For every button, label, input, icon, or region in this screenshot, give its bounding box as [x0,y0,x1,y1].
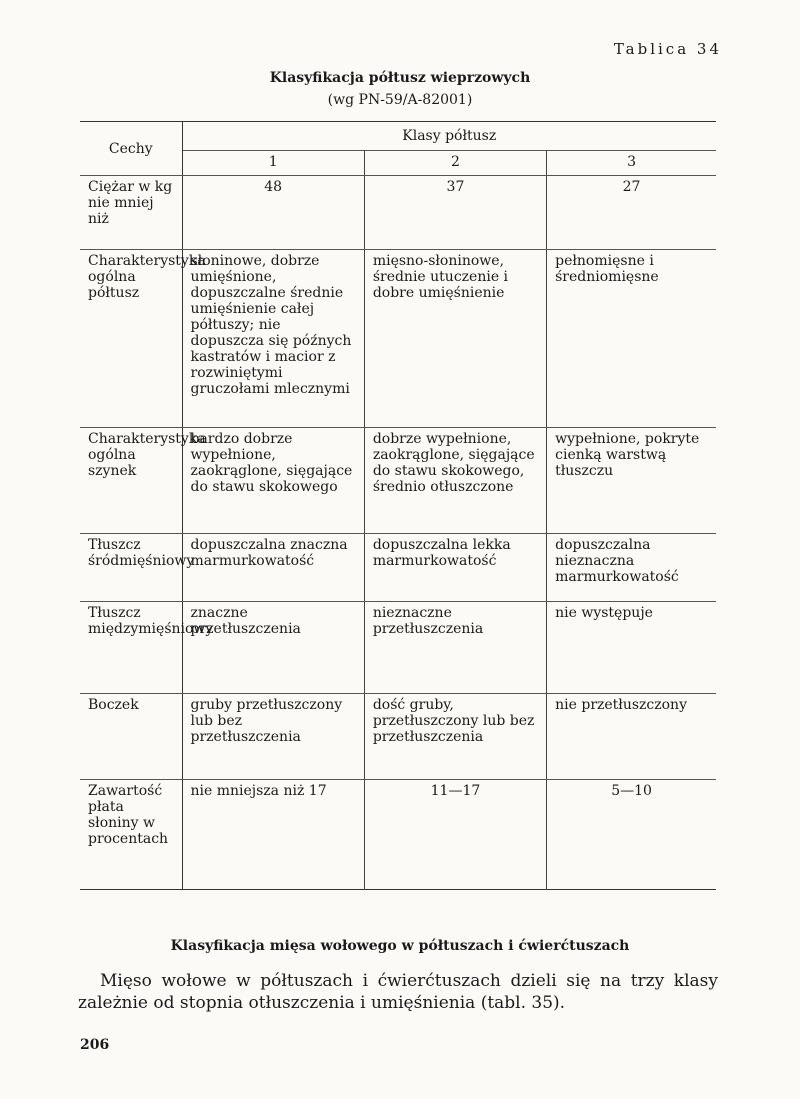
row-class-3: 27 [547,176,716,250]
class-number-1: 1 [182,151,364,176]
table-row [80,250,716,428]
row-class-2: dość gruby, przetłuszczony lub bez przetłuszczenia [364,694,546,780]
row-class-2: dopuszczalna lekka marmurkowatość [364,534,546,602]
row-class-3: wypełnione, pokryte cienką warstwą tłuszczu [547,428,716,534]
row-feature: Charakterystyka ogólna półtusz [80,250,182,428]
classes-header: Klasy półtusz [182,122,716,151]
table-row [80,428,716,534]
row-class-2: 11—17 [364,780,546,890]
row-class-1: gruby przetłuszczony lub bez przetłuszczenia [182,694,364,780]
row-class-1: znaczne przetłuszczenia [182,602,364,694]
row-class-1: dopuszczalna znaczna marmurkowatość [182,534,364,602]
row-class-3: nie występuje [547,602,716,694]
row-feature: Tłuszcz śródmięśniowy [80,534,182,602]
classification-table [80,121,716,890]
table-row [80,694,716,780]
table-title: Klasyfikacja półtusz wieprzowych [269,70,531,86]
table-row [80,534,716,602]
row-feature: Tłuszcz międzymięśniowy [80,602,182,694]
row-class-1: 48 [182,176,364,250]
row-feature: Charakterystyka ogólna szynek [80,428,182,534]
table-number-label: Tablica 34 [613,40,722,58]
row-class-1: nie mniejsza niż 17 [182,780,364,890]
row-class-3: pełnomięsne i średniomięsne [547,250,716,428]
row-class-2: 37 [364,176,546,250]
row-class-2: nieznaczne przetłuszczenia [364,602,546,694]
row-class-3: 5—10 [611,783,652,799]
table-subtitle: (wg PN-59/A-82001) [327,92,473,108]
row-feature: Ciężar w kg nie mniej niż [80,176,182,250]
table-row [80,602,716,694]
row-class-3: nie przetłuszczony [547,694,716,780]
row-class-2: mięsno-słoninowe, średnie utuczenie i dobre umięśnienie [364,250,546,428]
class-number-3: 3 [547,151,716,176]
row-feature: Zawartość płata słoniny w procentach [80,780,182,890]
features-header: Cechy [80,122,182,176]
body-paragraph: Mięso wołowe w półtuszach i ćwierćtuszach dzieli się na trzy klasy zależnie od stopnia otłuszczenia i umięśnienia (tabl. 35). [78,971,718,1013]
row-class-1: słoninowe, dobrze umięśnione, dopuszczalne średnie umięśnienie całej półtuszy; nie dopuszcza się późnych kastratów i macior z rozwiniętymi gruczołami mlecznymi [182,250,364,428]
page-number: 206 [80,1037,110,1053]
table-row [80,780,716,890]
row-class-2: dobrze wypełnione, zaokrąglone, sięgające do stawu skokowego, średnio otłuszczone [364,428,546,534]
row-feature: Boczek [80,694,182,780]
class-number-2: 2 [364,151,546,176]
row-class-1: bardzo dobrze wypełnione, zaokrąglone, sięgające do stawu skokowego [182,428,364,534]
row-class-3: dopuszczalna nieznaczna marmurkowatość [547,534,716,602]
section-title: Klasyfikacja mięsa wołowego w półtuszach i ćwierćtuszach [170,938,630,954]
table-row [80,176,716,250]
